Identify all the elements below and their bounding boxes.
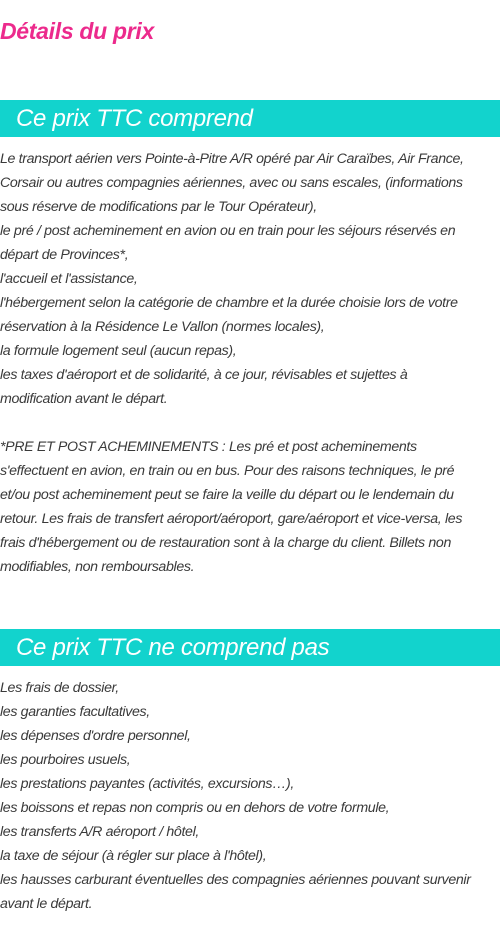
excludes-line: les prestations payantes (activités, excursions…), bbox=[0, 776, 294, 792]
includes-line: modification avant le départ. bbox=[0, 391, 168, 407]
note-line: *PRE ET POST ACHEMINEMENTS : Les pré et post acheminements bbox=[0, 439, 417, 455]
includes-line: le pré / post acheminement en avion ou en train pour les séjours réservés en bbox=[0, 223, 456, 239]
excludes-line: avant le départ. bbox=[0, 896, 93, 912]
note-line: frais d'hébergement ou de restauration sont à la charge du client. Billets non bbox=[0, 535, 451, 551]
includes-line: départ de Provinces*, bbox=[0, 247, 129, 263]
excludes-line: Les frais de dossier, bbox=[0, 680, 119, 696]
includes-line: la formule logement seul (aucun repas), bbox=[0, 343, 237, 359]
includes-line: sous réserve de modifications par le Tour Opérateur), bbox=[0, 199, 317, 215]
excludes-line: les pourboires usuels, bbox=[0, 752, 131, 768]
includes-line: réservation à la Résidence Le Vallon (normes locales), bbox=[0, 319, 325, 335]
excludes-line: les dépenses d'ordre personnel, bbox=[0, 728, 191, 744]
section-header-excludes: Ce prix TTC ne comprend pas bbox=[0, 629, 500, 666]
excludes-line: les garanties facultatives, bbox=[0, 704, 150, 720]
excludes-line: les boissons et repas non compris ou en dehors de votre formule, bbox=[0, 800, 390, 816]
includes-line: Corsair ou autres compagnies aériennes, avec ou sans escales, (informations bbox=[0, 175, 463, 191]
excludes-line: les hausses carburant éventuelles des compagnies aériennes pouvant survenir bbox=[0, 872, 471, 888]
includes-line: l'hébergement selon la catégorie de chambre et la durée choisie lors de votre bbox=[0, 295, 458, 311]
note-line: et/ou post acheminement peut se faire la veille du départ ou le lendemain du bbox=[0, 487, 454, 503]
acheminement-note bbox=[0, 435, 500, 579]
note-line: modifiables, non remboursables. bbox=[0, 559, 195, 575]
excludes-list bbox=[0, 676, 500, 916]
includes-list bbox=[0, 147, 500, 411]
includes-line: les taxes d'aéroport et de solidarité, à ce jour, révisables et sujettes à bbox=[0, 367, 408, 383]
includes-line: l'accueil et l'assistance, bbox=[0, 271, 138, 287]
excludes-line: la taxe de séjour (à régler sur place à l'hôtel), bbox=[0, 848, 267, 864]
excludes-line: les transferts A/R aéroport / hôtel, bbox=[0, 824, 199, 840]
note-line: s'effectuent en avion, en train ou en bus. Pour des raisons techniques, le pré bbox=[0, 463, 455, 479]
page-title: Détails du prix bbox=[0, 18, 154, 44]
includes-line: Le transport aérien vers Pointe-à-Pitre A/R opéré par Air Caraïbes, Air France, bbox=[0, 151, 464, 167]
note-line: retour. Les frais de transfert aéroport/aéroport, gare/aéroport et vice-versa, les bbox=[0, 511, 463, 527]
section-header-includes: Ce prix TTC comprend bbox=[0, 100, 500, 137]
